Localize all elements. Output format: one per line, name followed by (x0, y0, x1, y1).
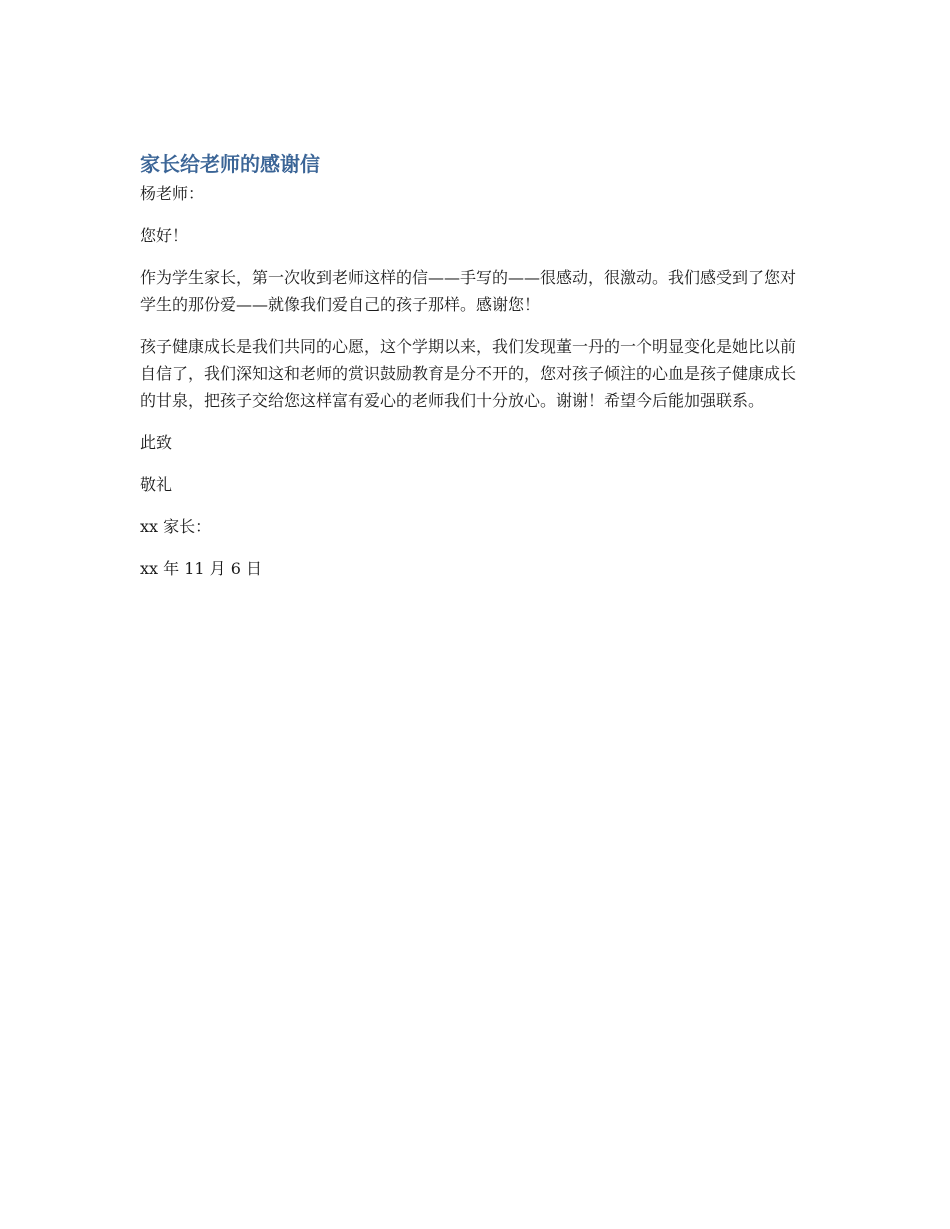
letter-paragraph-2: 孩子健康成长是我们共同的心愿，这个学期以来，我们发现董一丹的一个明显变化是她比以前自信了，我们深知这和老师的赏识鼓励教育是分不开的，您对孩子倾注的心血是孩子健康成长的甘泉，把孩子交给您这样富有爱心的老师我们十分放心。谢谢！希望今后能加强联系。 (140, 337, 797, 410)
letter-closing-1: 此致 (140, 433, 173, 452)
letter-date: xx 年 11 月 6 日 (140, 559, 263, 578)
letter-salutation: 杨老师： (140, 184, 205, 203)
letter-greeting: 您好！ (140, 226, 189, 245)
letter-signature: xx 家长： (140, 517, 212, 536)
letter-paragraph-1: 作为学生家长，第一次收到老师这样的信——手写的——很感动，很激动。我们感受到了您对学生的那份爱——就像我们爱自己的孩子那样。感谢您！ (140, 268, 797, 314)
letter-title: 家长给老师的感谢信 (140, 152, 320, 176)
letter-closing-2: 敬礼 (140, 475, 173, 494)
letter-page (140, 148, 810, 597)
